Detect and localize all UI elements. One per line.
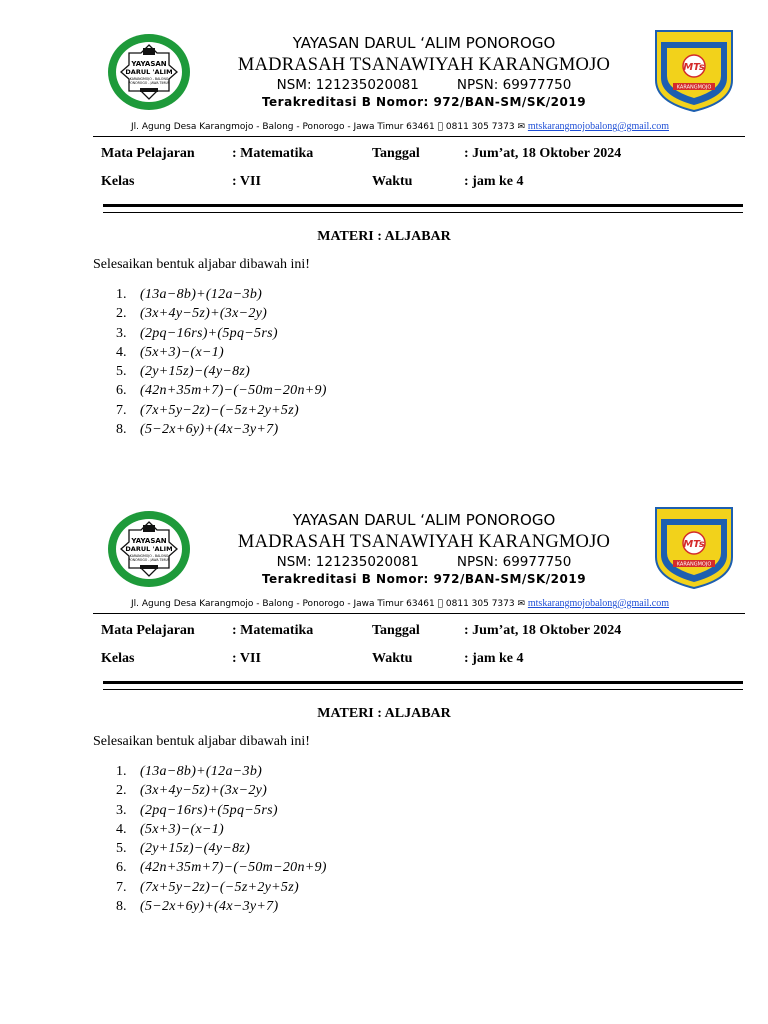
worksheet-2 (0, 477, 768, 954)
logo-text: KARANGMOJO (676, 561, 712, 568)
school-codes (200, 554, 648, 570)
mts-shield-logo (653, 505, 735, 589)
class-value: : VII (232, 651, 261, 666)
time-value: : jam ke 4 (464, 651, 524, 666)
problem-expression: (2y+15z)−(4y−8z) (140, 364, 251, 380)
class-label: Kelas (101, 174, 135, 189)
problem-number: 4. (116, 344, 127, 360)
problem-expression: (2pq−16rs)+(5pq−5rs) (140, 802, 278, 818)
logo-text: KARANGMOJO - BALONG (129, 554, 169, 558)
list-item (116, 343, 327, 362)
header-divider (93, 136, 745, 137)
address-text: Jl. Agung Desa Karangmojo - Balong - Ponorogo - Jawa Timur 63461   0811 305 7373 ✉ (130, 599, 525, 609)
problem-expression: (13a−8b)+(12a−3b) (140, 287, 263, 302)
address-text: Jl. Agung Desa Karangmojo - Balong - Ponorogo - Jawa Timur 63461   0811 305 7373 ✉ (130, 122, 525, 132)
problem-number: 2. (116, 783, 127, 799)
double-rule (103, 212, 743, 213)
subject-value: : Matematika (232, 623, 314, 638)
double-rule (103, 689, 743, 690)
date-label: Tanggal (372, 623, 420, 638)
yayasan-logo (107, 33, 191, 111)
problem-expression: (42n+35m+7)−(−50m−20n+9) (140, 860, 327, 876)
logo-text: YAYASAN (131, 60, 167, 68)
list-item (116, 820, 327, 839)
problem-list (116, 285, 327, 439)
problem-expression: (3x+4y−5z)+(3x−2y) (140, 306, 268, 322)
double-rule (103, 204, 743, 207)
problem-number: 6. (116, 383, 127, 399)
accreditation: Terakreditasi B Nomor: 972/BAN-SM/SK/2019 (261, 95, 587, 109)
problem-expression: (5−2x+6y)+(4x−3y+7) (140, 899, 279, 915)
class-value: : VII (232, 174, 261, 189)
list-item (116, 878, 327, 897)
logo-text: YAYASAN (131, 537, 167, 545)
list-item (116, 285, 327, 304)
list-item (116, 381, 327, 400)
problem-expression: (13a−8b)+(12a−3b) (140, 764, 263, 779)
problem-number: 3. (116, 802, 127, 818)
date-value: : Jum’at, 18 Oktober 2024 (464, 146, 622, 161)
list-item (116, 362, 327, 381)
logo-text: DARUL 'ALIM (125, 545, 173, 553)
list-item (116, 324, 327, 343)
problem-number: 5. (116, 364, 127, 380)
list-item (116, 781, 327, 800)
problem-expression: (3x+4y−5z)+(3x−2y) (140, 783, 268, 799)
problem-expression: (7x+5y−2z)−(−5z+2y+5z) (140, 879, 299, 895)
school-address (90, 121, 710, 132)
problem-number: 7. (116, 402, 127, 418)
school-address (90, 598, 710, 609)
logo-text: PONOROGO - JAWA TIMUR (128, 558, 170, 562)
problem-expression: (7x+5y−2z)−(−5z+2y+5z) (140, 402, 299, 418)
list-item (116, 897, 327, 916)
school-codes (200, 77, 648, 93)
foundation-name: YAYASAN DARUL ‘ALIM PONOROGO (292, 34, 556, 52)
problem-number: 8. (116, 422, 127, 438)
list-item (116, 801, 327, 820)
logo-text: MTs (683, 539, 705, 550)
instruction: Selesaikan bentuk aljabar dibawah ini! (93, 734, 310, 749)
npsn-number: NPSN: 69977750 (456, 77, 572, 93)
date-value: : Jum’at, 18 Oktober 2024 (464, 623, 622, 638)
time-label: Waktu (372, 651, 413, 666)
problem-number: 1. (116, 764, 127, 779)
header-divider (93, 613, 745, 614)
problem-number: 2. (116, 306, 127, 322)
list-item (116, 858, 327, 877)
logo-text: KARANGMOJO (676, 84, 712, 91)
yayasan-logo (107, 510, 191, 588)
problem-expression: (2pq−16rs)+(5pq−5rs) (140, 325, 278, 341)
double-rule (103, 681, 743, 684)
email-link[interactable]: mtskarangmojobalong@gmail.com (527, 598, 670, 609)
mts-shield-logo (653, 28, 735, 112)
subject-value: : Matematika (232, 146, 314, 161)
accreditation: Terakreditasi B Nomor: 972/BAN-SM/SK/2019 (261, 572, 587, 586)
list-item (116, 762, 327, 781)
problem-expression: (5−2x+6y)+(4x−3y+7) (140, 422, 279, 438)
class-label: Kelas (101, 651, 135, 666)
problem-number: 3. (116, 325, 127, 341)
email-link[interactable]: mtskarangmojobalong@gmail.com (527, 121, 670, 132)
foundation-name: YAYASAN DARUL ‘ALIM PONOROGO (292, 511, 556, 529)
list-item (116, 839, 327, 858)
problem-number: 5. (116, 841, 127, 857)
problem-number: 7. (116, 879, 127, 895)
school-name: MADRASAH TSANAWIYAH KARANGMOJO (237, 532, 611, 552)
worksheet-1 (0, 0, 768, 477)
instruction: Selesaikan bentuk aljabar dibawah ini! (93, 257, 310, 272)
npsn-number: NPSN: 69977750 (456, 554, 572, 570)
nsm-number: NSM: 121235020081 (276, 554, 419, 570)
problem-expression: (5x+3)−(x−1) (140, 344, 225, 360)
logo-text: KARANGMOJO - BALONG (129, 77, 169, 81)
time-value: : jam ke 4 (464, 174, 524, 189)
problem-expression: (2y+15z)−(4y−8z) (140, 841, 251, 857)
subject-label: Mata Pelajaran (101, 146, 195, 161)
date-label: Tanggal (372, 146, 420, 161)
problem-number: 1. (116, 287, 127, 302)
logo-text: MTs (683, 62, 705, 73)
time-label: Waktu (372, 174, 413, 189)
problem-number: 6. (116, 860, 127, 876)
school-name: MADRASAH TSANAWIYAH KARANGMOJO (237, 55, 611, 75)
subject-label: Mata Pelajaran (101, 623, 195, 638)
logo-text: PONOROGO - JAWA TIMUR (128, 81, 170, 85)
list-item (116, 420, 327, 439)
problem-number: 4. (116, 821, 127, 837)
problem-list (116, 762, 327, 916)
topic-title: MATERI : ALJABAR (317, 706, 451, 721)
list-item (116, 401, 327, 420)
problem-expression: (42n+35m+7)−(−50m−20n+9) (140, 383, 327, 399)
problem-number: 8. (116, 899, 127, 915)
logo-text: DARUL 'ALIM (125, 68, 173, 76)
list-item (116, 304, 327, 323)
topic-title: MATERI : ALJABAR (317, 229, 451, 244)
problem-expression: (5x+3)−(x−1) (140, 821, 225, 837)
nsm-number: NSM: 121235020081 (276, 77, 419, 93)
